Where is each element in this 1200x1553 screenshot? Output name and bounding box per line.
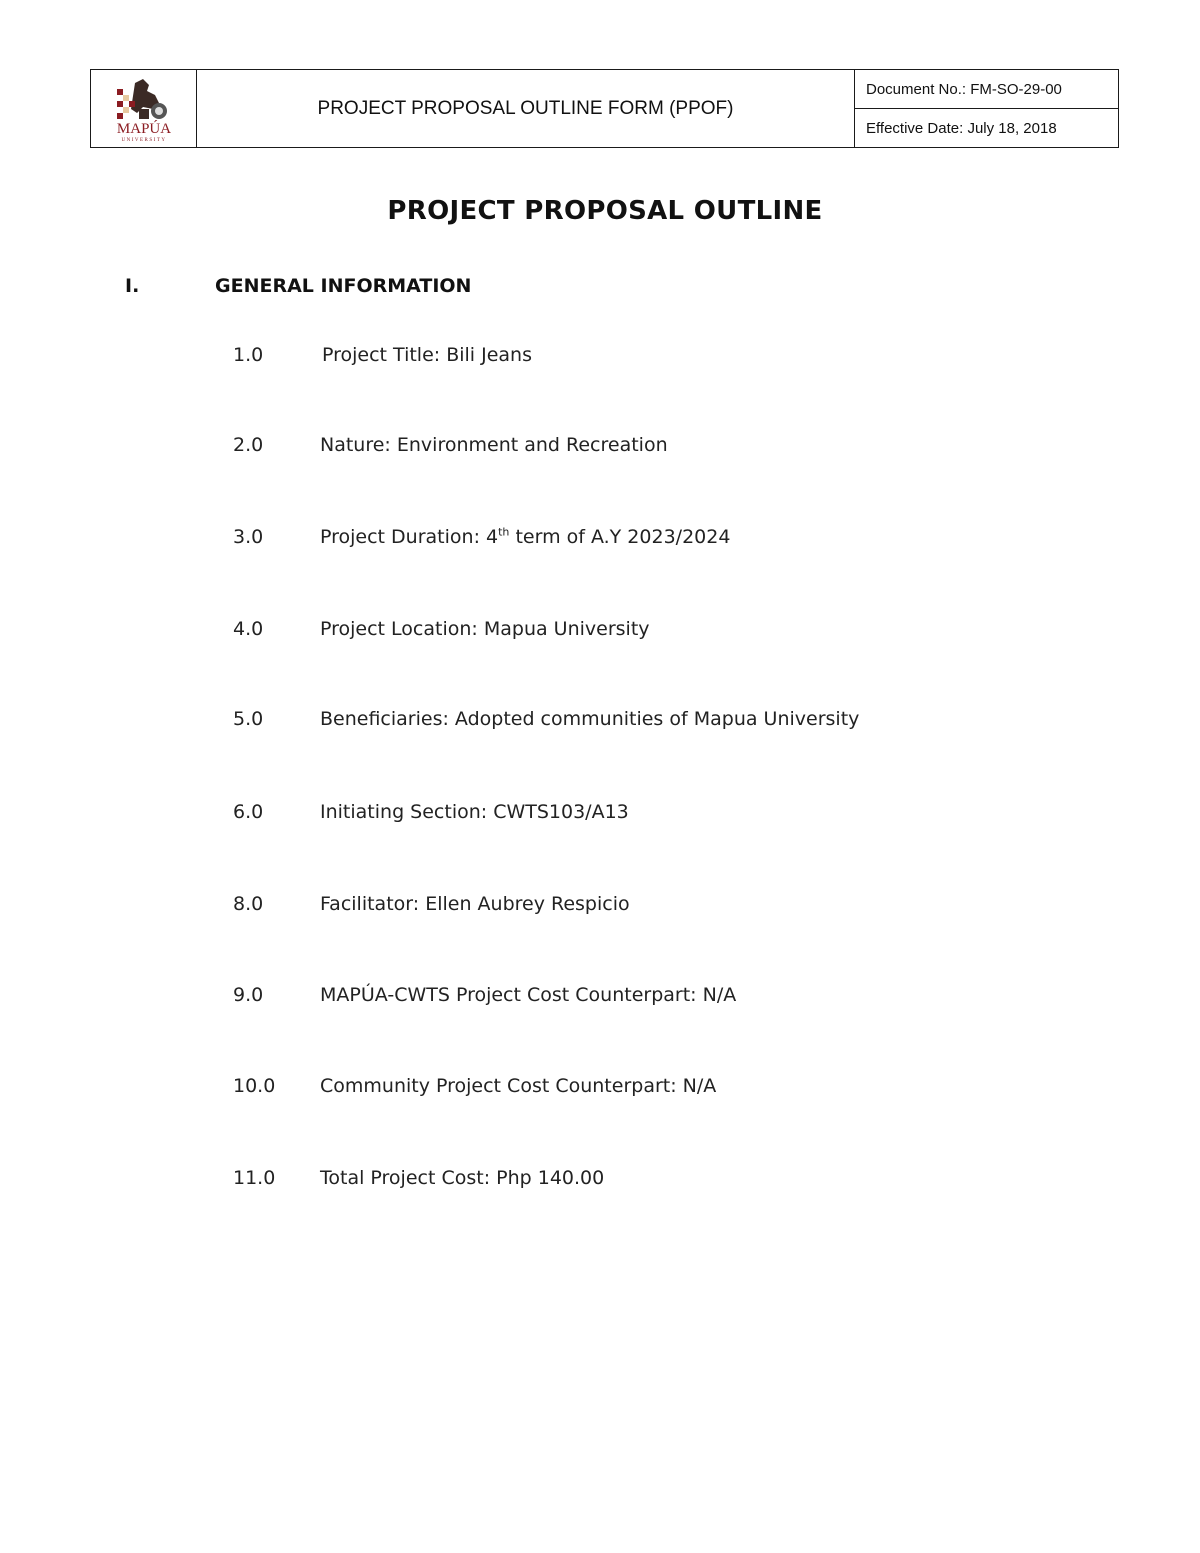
logo-cell (91, 70, 197, 147)
list-item (0, 344, 1200, 370)
list-item (0, 434, 1200, 460)
item-number: 8.0 (233, 893, 264, 915)
item-text: Project Location: Mapua University (320, 618, 650, 640)
meta-cell (855, 70, 1118, 147)
list-item (0, 1167, 1200, 1193)
section-label: GENERAL INFORMATION (215, 275, 472, 297)
section-heading (0, 275, 1200, 301)
list-item (0, 984, 1200, 1010)
list-item (0, 526, 1200, 552)
item-text: MAPÚA-CWTS Project Cost Counterpart: N/A (320, 984, 737, 1006)
item-text: Project Title: Bili Jeans (322, 344, 532, 366)
item-number: 1.0 (233, 344, 264, 366)
section-number: I. (125, 275, 140, 297)
item-text: Nature: Environment and Recreation (320, 434, 668, 456)
header-table (90, 69, 1119, 148)
item-text-end: term of A.Y 2023/2024 (509, 526, 731, 548)
list-item (0, 801, 1200, 827)
list-item (0, 618, 1200, 644)
item-number: 11.0 (233, 1167, 276, 1189)
item-number: 3.0 (233, 526, 264, 548)
item-text: Facilitator: Ellen Aubrey Respicio (320, 893, 630, 915)
item-text: Initiating Section: CWTS103/A13 (320, 801, 629, 823)
item-text: Beneficiaries: Adopted communities of Mapua University (320, 708, 860, 730)
list-item (0, 708, 1200, 734)
item-text: Total Project Cost: Php 140.00 (320, 1167, 605, 1189)
item-number: 4.0 (233, 618, 264, 640)
item-number: 9.0 (233, 984, 264, 1006)
list-item (0, 1075, 1200, 1101)
item-text (320, 526, 730, 548)
item-number: 5.0 (233, 708, 264, 730)
document-number: Document No.: FM-SO-29-00 (866, 80, 1062, 98)
ordinal-suffix: th (498, 525, 510, 539)
page-title: PROJECT PROPOSAL OUTLINE (387, 196, 823, 226)
form-title: PROJECT PROPOSAL OUTLINE FORM (PPOF) (197, 70, 855, 147)
svg-text:MAPÚA: MAPÚA (116, 120, 171, 137)
item-text-start: Project Duration: 4 (320, 526, 499, 548)
effective-date: Effective Date: July 18, 2018 (855, 108, 1118, 147)
item-number: 6.0 (233, 801, 264, 823)
item-text: Community Project Cost Counterpart: N/A (320, 1075, 717, 1097)
item-number: 10.0 (233, 1075, 276, 1097)
svg-text:UNIVERSITY: UNIVERSITY (121, 137, 166, 143)
list-item (0, 893, 1200, 919)
mapua-logo (109, 75, 179, 143)
item-number: 2.0 (233, 434, 264, 456)
